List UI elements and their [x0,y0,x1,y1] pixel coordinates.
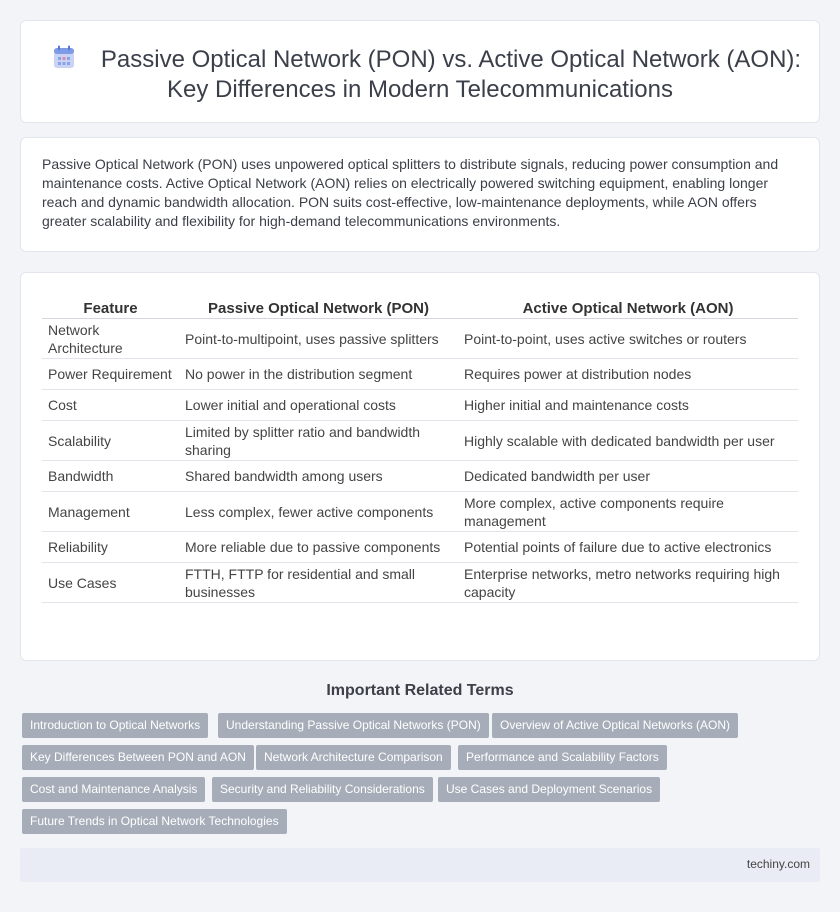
table-cell-pon: No power in the distribution segment [179,359,458,390]
table-row [42,461,798,492]
related-term-tag[interactable]: Introduction to Optical Networks [22,713,208,738]
table-cell-feature: Power Requirement [42,359,179,390]
table-row [42,359,798,390]
related-term-tag[interactable]: Performance and Scalability Factors [458,745,667,770]
related-term-tag[interactable]: Cost and Maintenance Analysis [22,777,205,802]
intro-card [20,137,820,252]
table-cell-feature: Cost [42,390,179,421]
table-cell-pon: Lower initial and operational costs [179,390,458,421]
related-term-tag[interactable]: Overview of Active Optical Networks (AON) [492,713,738,738]
comparison-table [42,295,798,603]
table-cell-pon: Less complex, fewer active components [179,492,458,532]
column-header-feature: Feature [42,295,179,319]
table-cell-aon: Point-to-point, uses active switches or routers [458,319,798,359]
table-row [42,390,798,421]
column-header-aon: Active Optical Network (AON) [458,295,798,319]
header-card [20,20,820,123]
related-term-tag[interactable]: Future Trends in Optical Network Technologies [22,809,287,834]
table-cell-aon: Requires power at distribution nodes [458,359,798,390]
related-term-tag[interactable]: Network Architecture Comparison [256,745,451,770]
table-cell-feature: Network Architecture [42,319,179,359]
table-row [42,421,798,461]
related-term-tag[interactable]: Use Cases and Deployment Scenarios [438,777,660,802]
related-term-tag[interactable]: Understanding Passive Optical Networks (PON) [218,713,489,738]
table-cell-feature: Management [42,492,179,532]
table-cell-aon: Potential points of failure due to active electronics [458,532,798,563]
table-cell-feature: Scalability [42,421,179,461]
footer-site-link[interactable]: techiny.com [746,857,810,871]
table-cell-feature: Use Cases [42,563,179,603]
page-title-line1: Passive Optical Network (PON) vs. Active Optical Network (AON): [100,46,802,73]
related-terms-title: Important Related Terms [326,682,514,699]
footer [20,848,820,882]
table-row [42,532,798,563]
table-cell-pon: Limited by splitter ratio and bandwidth sharing [179,421,458,461]
table-header-row [42,295,798,319]
related-term-tag[interactable]: Security and Reliability Considerations [212,777,433,802]
table-cell-pon: Point-to-multipoint, uses passive splitters [179,319,458,359]
table-cell-aon: More complex, active components require management [458,492,798,532]
column-header-pon: Passive Optical Network (PON) [179,295,458,319]
table-cell-feature: Reliability [42,532,179,563]
table-cell-pon: More reliable due to passive components [179,532,458,563]
table-cell-aon: Highly scalable with dedicated bandwidth per user [458,421,798,461]
table-row [42,563,798,603]
related-term-tag[interactable]: Key Differences Between PON and AON [22,745,254,770]
page-title [39,45,801,105]
table-row [42,319,798,359]
table-row [42,492,798,532]
table-cell-feature: Bandwidth [42,461,179,492]
related-terms-list [22,713,802,841]
table-cell-aon: Higher initial and maintenance costs [458,390,798,421]
table-cell-pon: FTTH, FTTP for residential and small businesses [179,563,458,603]
table-cell-aon: Dedicated bandwidth per user [458,461,798,492]
table-cell-pon: Shared bandwidth among users [179,461,458,492]
comparison-table-card [20,272,820,661]
table-cell-aon: Enterprise networks, metro networks requiring high capacity [458,563,798,603]
page-title-line2: Key Differences in Modern Telecommunications [166,76,673,103]
intro-paragraph: Passive Optical Network (PON) uses unpowered optical splitters to distribute signals, reducing power consumption and maintenance costs. Active Optical Network (AON) relies on electrically powered switching equipment, enabling longer reach and dynamic bandwidth allocation. PON suits cost-effective, low-maintenance deployments, while AON offers greater scalability and flexibility for high-demand telecommunications environments. [42,156,779,229]
